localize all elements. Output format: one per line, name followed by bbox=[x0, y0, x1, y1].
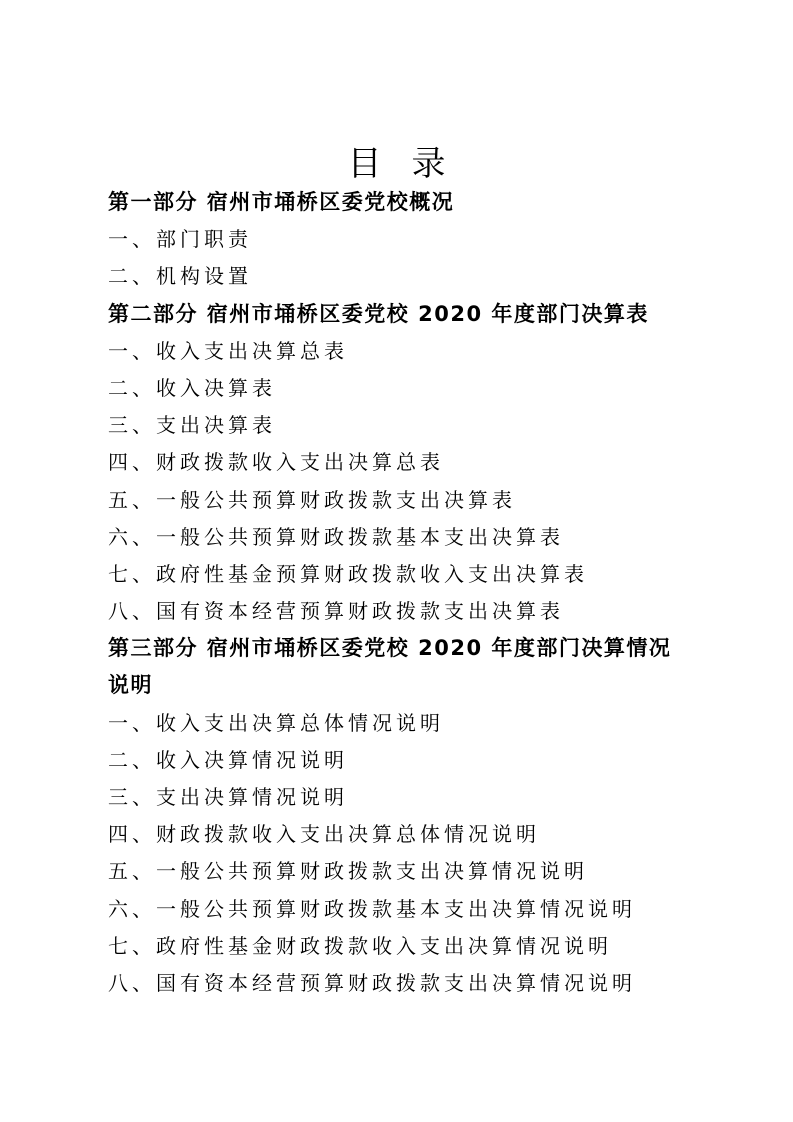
toc-item: 二、机构设置 bbox=[108, 264, 252, 289]
table-of-contents bbox=[108, 184, 708, 1002]
toc-item: 一、收入支出决算总表 bbox=[108, 338, 348, 363]
section-heading-3-continued: 说明 bbox=[108, 673, 153, 698]
toc-item: 三、支出决算表 bbox=[108, 413, 276, 438]
toc-item: 五、一般公共预算财政拨款支出决算表 bbox=[108, 487, 516, 512]
toc-item: 一、收入支出决算总体情况说明 bbox=[108, 710, 444, 735]
toc-item: 八、国有资本经营预算财政拨款支出决算情况说明 bbox=[108, 970, 636, 995]
section-heading-2: 第二部分 宿州市埇桥区委党校 2020 年度部门决算表 bbox=[108, 301, 649, 326]
toc-item: 七、政府性基金预算财政拨款收入支出决算表 bbox=[108, 561, 588, 586]
toc-item: 六、一般公共预算财政拨款基本支出决算情况说明 bbox=[108, 896, 636, 921]
toc-item: 四、财政拨款收入支出决算总表 bbox=[108, 450, 444, 475]
toc-item: 四、财政拨款收入支出决算总体情况说明 bbox=[108, 822, 540, 847]
toc-item: 五、一般公共预算财政拨款支出决算情况说明 bbox=[108, 859, 588, 884]
toc-item: 六、一般公共预算财政拨款基本支出决算表 bbox=[108, 524, 564, 549]
toc-item: 三、支出决算情况说明 bbox=[108, 785, 348, 809]
toc-item: 一、部门职责 bbox=[108, 227, 252, 252]
toc-item: 二、收入决算情况说明 bbox=[108, 747, 348, 772]
title-char-1: 目 bbox=[347, 144, 382, 184]
toc-item: 七、政府性基金财政拨款收入支出决算情况说明 bbox=[108, 933, 612, 958]
toc-item: 二、收入决算表 bbox=[108, 375, 276, 400]
title-char-2: 录 bbox=[411, 144, 446, 184]
section-heading-3: 第三部分 宿州市埇桥区委党校 2020 年度部门决算情况 bbox=[108, 636, 672, 661]
section-heading-1: 第一部分 宿州市埇桥区委党校概况 bbox=[108, 190, 455, 214]
toc-item: 八、国有资本经营预算财政拨款支出决算表 bbox=[108, 599, 564, 624]
page-title bbox=[0, 142, 793, 186]
